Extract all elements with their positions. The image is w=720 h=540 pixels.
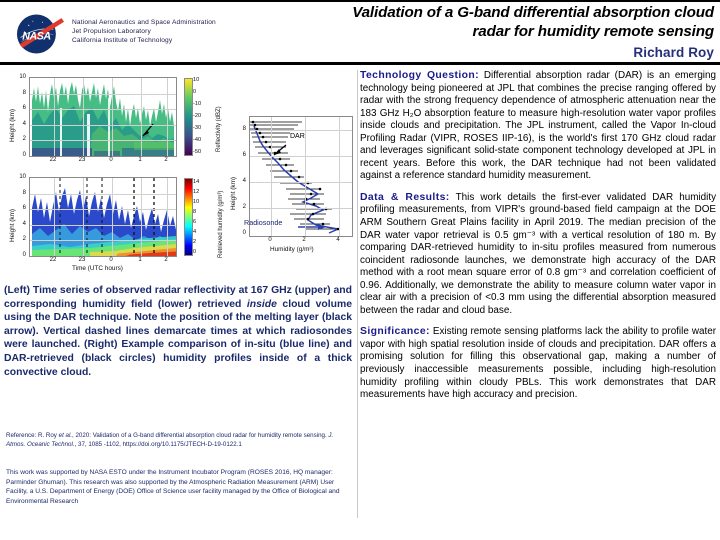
humidity-ts-xtick-2: 2 bbox=[164, 257, 168, 263]
section-data-results bbox=[360, 192, 716, 317]
left-column bbox=[0, 68, 356, 540]
dar-annotation-arrow bbox=[274, 145, 286, 155]
org-line-1: Jet Propulsion Laboratory bbox=[72, 28, 151, 36]
reflectivity-ytick-4: 4 bbox=[22, 120, 26, 127]
dar-annotation-label: DAR bbox=[290, 133, 305, 140]
caption-part-1: (Left) Time series of observed radar reflectivity at 167 GHz (upper) and corresponding humidity field (lower) retrieved bbox=[4, 285, 352, 310]
radiosonde-annotation-label: Radiosonde bbox=[244, 218, 283, 227]
profile-xlabel: Humidity (g/m³) bbox=[270, 246, 314, 253]
reflectivity-xtick-0: 0 bbox=[109, 157, 113, 163]
humidity-ts-ytick-2: 2 bbox=[22, 236, 26, 243]
reflectivity-ylabel: Height (km) bbox=[9, 108, 16, 142]
section-body-technology-question: Differential absorption radar (DAR) is an emerging technology being pioneered at JPL that combines the precise ranging offered by radar with the strong frequency dependence of atmospheric attenuation near the 183 GHz H₂O absorption feature to measure high-resolution water vapor profiles inside clouds and precipitation. The JPL instrument, called the Vapor In-cloud Profiling Radar (VIPR, ROSES IIP-16), is the world's first 170 GHz cloud radar and leverages significant solid-state component technology developed at JPL in recent years. Before this work, the DAR technique had not been validated against a reference standard humidity measurement. bbox=[360, 70, 716, 182]
humidity-ts-plot-area bbox=[29, 177, 177, 257]
reflectivity-xtick-1: 1 bbox=[138, 157, 142, 163]
section-significance bbox=[360, 326, 716, 401]
reflectivity-ytick-0: 0 bbox=[22, 152, 26, 158]
reflectivity-xtick-2: 2 bbox=[164, 157, 168, 163]
reflectivity-cbtick-n20: -20 bbox=[193, 113, 202, 119]
humidity-ts-ytick-0: 0 bbox=[22, 252, 26, 258]
header-top-rule bbox=[0, 0, 720, 2]
reflectivity-xtick-23: 23 bbox=[78, 157, 86, 163]
humidity-ts-cbtick-14: 14 bbox=[193, 179, 200, 185]
humidity-ts-cbtick-8: 8 bbox=[193, 209, 197, 215]
page-title bbox=[240, 4, 714, 60]
reflectivity-cbtick-n50: -50 bbox=[193, 149, 202, 155]
humidity-ts-xtick-22: 22 bbox=[49, 257, 57, 263]
reflectivity-ytick-6: 6 bbox=[22, 105, 26, 112]
reference-mid: , 2020: Validation of a G-band differential absorption cloud radar for humidity remote sensing. bbox=[72, 432, 329, 439]
section-body-significance: Existing remote sensing platforms lack the ability to profile water vapor with high spatial resolution inside of clouds and precipitation. DAR offers a promising solution for filling this observational gap, making a number of previously inaccessible measurements possible, including high-resolution humidity profiling within cloudy PBLs. This work demonstrates that DAR measurements have high accuracy and precision. bbox=[360, 326, 716, 401]
section-body-data-results: This work details the first-ever validated DAR humidity profiling measurements, from VIPR's ground-based field campaign at the DOE ARM Southern Great Plains facility in April 2019. The median precision of the DAR water vapor retrieval is 0.5 gm⁻³ with a vertical resolution of 180 m. By comparing DAR-retrieved humidity to in-situ profiles measured from numerous coincident radiosonde launches, we demonstrate high accuracy of the DAR method with a root mean square error of 0.8 gm⁻³ and correlation coefficient of 0.96. Additionally, we demonstrate the ability to measure column water vapor in clear air with a precision of <0.3 mm using the differential absorption measured between the radar and cloud base. bbox=[360, 191, 717, 316]
acknowledgment-block: This work was supported by NASA ESTO under the Instrument Incubator Program (ROSES 2016, HQ manager: Parminder Ghuman). This research was also supported by the Atmospheric Radiation Measurement (ARM) User Facility, a U.S. Department of Energy (DOE) Office of Science user facility managed by the Office of Biological and Environmental Research bbox=[6, 469, 340, 505]
reflectivity-cbtick-10: 10 bbox=[193, 77, 200, 83]
humidity-ts-cbtick-12: 12 bbox=[193, 189, 200, 195]
figure-caption bbox=[4, 284, 352, 379]
humidity-ts-colorbar-label: Retrieved humidity (g/m³) bbox=[218, 190, 224, 258]
profile-xtick-2: 2 bbox=[302, 237, 306, 243]
org-line-2: California Institute of Technology bbox=[72, 37, 173, 45]
chart-reflectivity-time-series bbox=[0, 68, 230, 172]
humidity-ts-ytick-10: 10 bbox=[19, 174, 26, 180]
humidity-ts-ytick-4: 4 bbox=[22, 220, 26, 227]
page-header bbox=[0, 0, 720, 64]
reflectivity-ytick-8: 8 bbox=[22, 89, 26, 96]
reflectivity-ytick-10: 10 bbox=[19, 74, 26, 80]
reflectivity-ytick-2: 2 bbox=[22, 136, 26, 143]
author-name: Richard Roy bbox=[633, 45, 714, 60]
title-line-2: radar for humidity remote sensing bbox=[472, 22, 714, 40]
profile-ytick-2: 2 bbox=[242, 204, 246, 210]
profile-ytick-0: 0 bbox=[242, 230, 246, 236]
section-heading-data-results: Data & Results: bbox=[360, 191, 450, 203]
humidity-ts-ylabel: Height (km) bbox=[9, 208, 16, 242]
profile-ylabel: Height (km) bbox=[230, 176, 237, 210]
figure-panel-group bbox=[0, 68, 356, 283]
reference-suffix: , 37, 1085 -1102, https://doi.org/10.1175/JTECH-D-19-0122.1 bbox=[74, 440, 242, 448]
chart-humidity-time-series bbox=[0, 168, 236, 280]
humidity-ts-xtick-23: 23 bbox=[78, 257, 86, 263]
humidity-ts-cbtick-0: 0 bbox=[193, 249, 197, 255]
reflectivity-plot-area bbox=[29, 77, 177, 157]
profile-xtick-0: 0 bbox=[268, 237, 272, 243]
humidity-ts-cbtick-10: 10 bbox=[193, 199, 200, 205]
right-column bbox=[360, 70, 716, 538]
header-bottom-rule bbox=[0, 62, 720, 65]
humidity-ts-cbtick-4: 4 bbox=[193, 229, 197, 235]
humidity-ts-cbtick-6: 6 bbox=[193, 219, 197, 225]
reflectivity-xtick-22: 22 bbox=[49, 157, 57, 163]
humidity-ts-xtick-0: 0 bbox=[109, 257, 113, 263]
humidity-ts-data-field bbox=[30, 178, 176, 256]
humidity-ts-ytick-6: 6 bbox=[22, 205, 26, 212]
reference-block bbox=[6, 432, 350, 449]
reflectivity-cbtick-n40: -40 bbox=[193, 137, 202, 143]
nasa-meatball-logo bbox=[14, 12, 66, 56]
humidity-ts-colorbar bbox=[184, 178, 193, 256]
humidity-ts-xtick-1: 1 bbox=[138, 257, 142, 263]
section-technology-question bbox=[360, 70, 716, 183]
section-heading-technology-question: Technology Question: bbox=[360, 70, 480, 81]
reflectivity-colorbar bbox=[184, 78, 193, 156]
humidity-ts-ytick-8: 8 bbox=[22, 189, 26, 196]
reflectivity-data-field bbox=[30, 78, 176, 156]
profile-ytick-8: 8 bbox=[242, 126, 246, 132]
profile-ytick-4: 4 bbox=[242, 178, 246, 184]
reference-etal: et al. bbox=[58, 432, 73, 439]
svg-text:NASA: NASA bbox=[22, 30, 51, 43]
profile-xtick-4: 4 bbox=[336, 237, 340, 243]
section-heading-significance: Significance: bbox=[360, 326, 430, 338]
caption-part-2: cloud volume using the DAR technique. Note the position of the melting layer (black arrow). Vertical dashed lines demarcate times at which radiosondes were launched. (Right) Example comparison of in-situ (blue line) and DAR-retrieved (black circles) humidity profiles inside of a thick convective cloud. bbox=[4, 298, 352, 378]
reference-prefix: Reference: R. Roy bbox=[6, 432, 59, 439]
chart-humidity-profile-comparison bbox=[222, 88, 356, 268]
humidity-ts-xlabel: Time (UTC hours) bbox=[72, 265, 123, 272]
humidity-ts-cbtick-2: 2 bbox=[193, 239, 197, 245]
organization-text bbox=[72, 18, 216, 46]
reference-journal: J. Atmos. Oceanic Technol. bbox=[6, 432, 334, 448]
reflectivity-cbtick-n30: -30 bbox=[193, 125, 202, 131]
org-line-0: National Aeronautics and Space Administration bbox=[72, 19, 216, 26]
reflectivity-cbtick-0: 0 bbox=[193, 89, 197, 95]
reflectivity-cbtick-n10: -10 bbox=[193, 101, 202, 107]
profile-ytick-6: 6 bbox=[242, 152, 246, 158]
title-line-1: Validation of a G-band differential absorption cloud bbox=[352, 4, 714, 21]
caption-italic-inside: inside bbox=[246, 298, 277, 310]
reflectivity-colorbar-label: Reflectivity (dBZ) bbox=[216, 106, 222, 152]
column-divider bbox=[357, 70, 358, 518]
